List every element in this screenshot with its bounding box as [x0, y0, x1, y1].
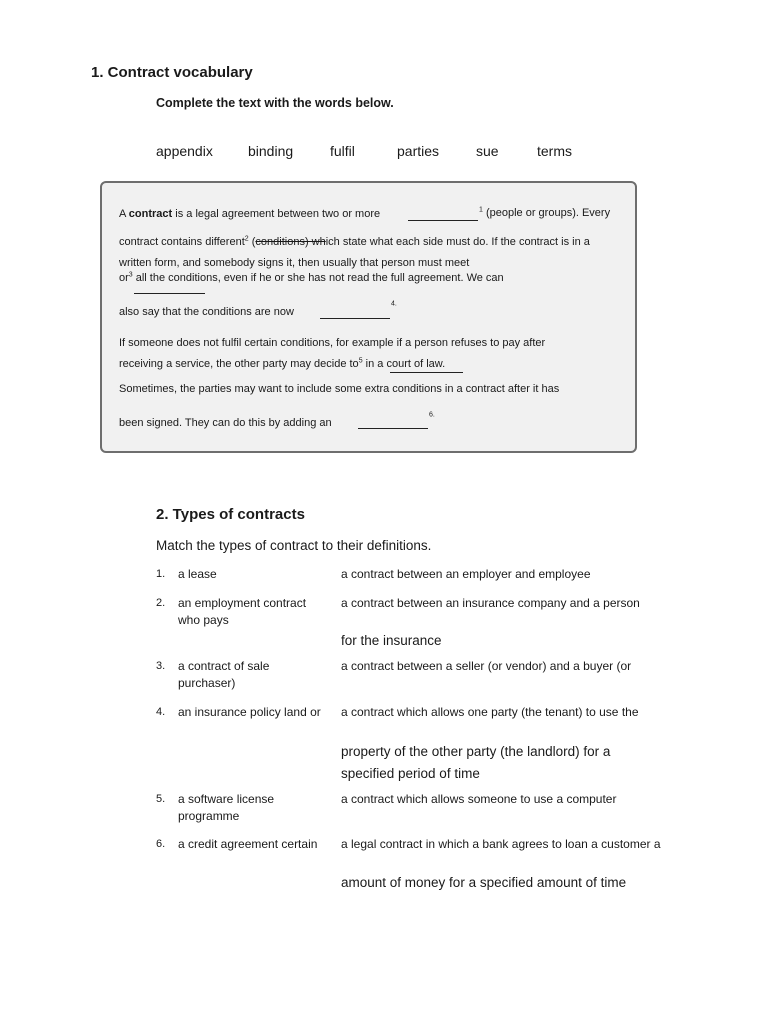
definition: a contract which allows someone to use a computer [341, 792, 617, 806]
blank-6[interactable] [358, 428, 428, 429]
item-number: 5. [156, 793, 166, 805]
contract-type: an insurance policy land or [178, 705, 321, 719]
text-fragment: is a legal agreement between two or more [175, 208, 381, 220]
gap-number: 4. [391, 300, 397, 308]
text-line-5: also say that the conditions are now [119, 306, 294, 318]
blank-4[interactable] [320, 318, 390, 319]
text-line-9: been signed. They can do this by adding an [119, 417, 332, 429]
contract-type: a credit agreement certain [178, 837, 318, 851]
definition-continued: specified period of time [341, 766, 480, 781]
phrase-court-of-law: a court of law. [377, 358, 446, 370]
gap-number: 6. [429, 411, 435, 419]
text-line-3: written form, and somebody signs it, then usually that person must meet [119, 257, 470, 269]
text-fragment: contract contains different [119, 236, 245, 248]
text-fragment: in [365, 358, 375, 370]
definition-continued: amount of money for a specified amount of time [341, 875, 627, 890]
word-appendix: appendix [156, 143, 213, 159]
definition-continued: property of the other party (the landlord) for a [341, 744, 611, 759]
word-binding: binding [248, 143, 294, 159]
section-1-title: 1. Contract vocabulary [91, 64, 253, 81]
item-number: 1. [156, 568, 166, 580]
definition: a legal contract in which a bank agrees to loan a customer a [341, 837, 661, 851]
definition: a contract which allows one party (the tenant) to use the [341, 705, 639, 719]
gap-number: 3 [128, 271, 133, 279]
section-2-title: 2. Types of contracts [156, 506, 305, 523]
gap-fill-text-box [100, 181, 637, 453]
word-sue: sue [476, 143, 499, 159]
item-number: 3. [156, 660, 166, 672]
gap-number-4 [391, 301, 397, 313]
section-1-instruction: Complete the text with the words below. [156, 96, 394, 110]
text-line-7 [119, 358, 445, 370]
text-fragment: receiving a service, the other party may decide to [119, 358, 359, 370]
text-line-6: If someone does not fulfil certain conditions, for example if a person refuses to pay after [119, 337, 546, 349]
contract-type: an employment contract who pays [178, 596, 307, 627]
contract-type: a software license programme [178, 792, 275, 823]
gap-number: 5 [358, 357, 363, 365]
gap-number-6 [429, 412, 435, 424]
contract-type: a lease [178, 567, 217, 581]
definition-continued: for the insurance [341, 633, 442, 648]
text-fragment: (people or groups). Every [485, 207, 611, 219]
text-line-2 [119, 236, 590, 248]
word-parties: parties [397, 143, 440, 159]
item-number: 6. [156, 838, 166, 850]
blank-3[interactable] [134, 293, 205, 294]
word-terms: terms [537, 143, 572, 159]
text-fragment: A [119, 208, 126, 220]
word-fulfil: fulfil [330, 143, 355, 159]
text-line-1 [119, 208, 380, 220]
text-fragment: all the conditions, even if he or she has not read the full agreement. We can [135, 272, 504, 284]
definition: a contract between an employer and employee [341, 567, 591, 581]
text-line-1-end [479, 207, 610, 219]
item-number: 2. [156, 597, 166, 609]
gap-number: 2 [244, 235, 249, 243]
struck-word: conditions) wh [255, 236, 326, 248]
definition: a contract between a seller (or vendor) and a buyer (or [341, 659, 632, 673]
item-number: 4. [156, 706, 166, 718]
text-line-4 [119, 272, 504, 284]
section-2-instruction: Match the types of contract to their definitions. [156, 538, 432, 553]
text-line-8: Sometimes, the parties may want to include some extra conditions in a contract after it has [119, 383, 560, 395]
gap-number: 1 [479, 206, 483, 214]
text-fragment: or [119, 272, 129, 284]
blank-5[interactable] [390, 372, 463, 373]
contract-type: a contract of sale purchaser) [178, 659, 270, 690]
definition: a contract between an insurance company and a person [341, 596, 640, 610]
text-fragment: ich state what each side must do. If the contract is in a [325, 236, 590, 248]
blank-1[interactable] [408, 220, 478, 221]
keyword-contract: contract [128, 208, 173, 220]
text-fragment: ( [251, 236, 256, 248]
